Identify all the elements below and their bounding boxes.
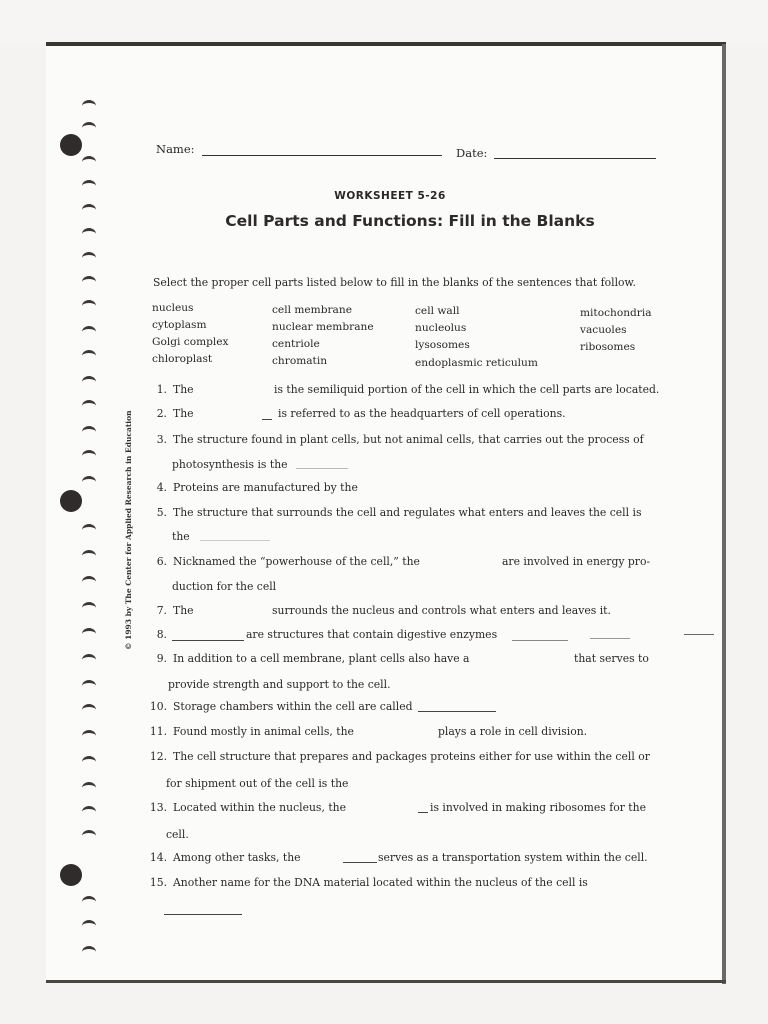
question-10 — [140, 701, 660, 713]
binding-hole-icon — [82, 524, 96, 536]
question-2 — [140, 408, 660, 420]
word-bank-term: chloroplast — [152, 353, 213, 365]
question-text: serves as a transportation system within the cell. — [378, 851, 648, 864]
question-6 — [140, 556, 660, 568]
word-bank-term: lysosomes — [415, 339, 470, 351]
question-number: 10. — [149, 700, 167, 713]
binding-hole-icon — [82, 204, 96, 216]
question-text: duction for the cell — [172, 580, 277, 593]
question-text: The structure that surrounds the cell and regulates what enters and leaves the cell is — [173, 506, 642, 519]
binding-hole-icon — [82, 122, 96, 134]
answer-blank[interactable] — [684, 634, 714, 635]
question-12 — [140, 751, 660, 763]
answer-blank[interactable] — [590, 638, 630, 639]
answer-blank[interactable] — [296, 468, 348, 469]
binding-hole-icon — [82, 228, 96, 240]
question-text: Found mostly in animal cells, the — [173, 725, 354, 738]
instructions: Select the proper cell parts listed below to fill in the blanks of the sentences that follow. — [153, 276, 636, 289]
question-number: 7. — [156, 604, 167, 617]
word-bank-term: endoplasmic reticulum — [415, 357, 538, 369]
binding-hole-icon — [82, 806, 96, 818]
page-right-edge — [722, 44, 726, 984]
question-number: 9. — [156, 652, 167, 665]
word-bank-term: cell wall — [415, 305, 460, 317]
binding-hole-icon — [82, 730, 96, 742]
binding-hole-icon — [82, 300, 96, 312]
answer-blank[interactable] — [172, 640, 244, 641]
question-4 — [140, 482, 660, 494]
binding-hole-icon — [82, 576, 96, 588]
answer-blank[interactable] — [418, 711, 496, 712]
question-text: that serves to — [574, 652, 649, 665]
question-number: 14. — [149, 851, 167, 864]
copyright-notice: © 1993 by The Center for Applied Research in Education — [124, 410, 133, 650]
binding-hole-icon — [82, 830, 96, 842]
name-label: Name: — [156, 142, 195, 156]
question-text: cell. — [166, 828, 189, 841]
question-7 — [140, 605, 660, 617]
date-label: Date: — [456, 146, 488, 160]
word-bank-term: nucleus — [152, 302, 194, 314]
question-text: is involved in making ribosomes for the — [430, 801, 646, 814]
question-text: is the semiliquid portion of the cell in which the cell parts are located. — [274, 383, 660, 396]
binding-hole-icon — [60, 490, 82, 512]
answer-blank[interactable] — [164, 914, 242, 915]
question-number: 6. — [156, 555, 167, 568]
page-top-edge — [46, 42, 726, 46]
binding-hole-icon — [82, 350, 96, 362]
question-text: The cell structure that prepares and packages proteins either for use within the cell or — [173, 750, 650, 763]
question-number: 4. — [156, 481, 167, 494]
word-bank-term: ribosomes — [580, 341, 636, 353]
binding-hole-icon — [82, 276, 96, 288]
question-13 — [140, 802, 660, 814]
binding-hole-icon — [60, 134, 82, 156]
answer-blank[interactable] — [198, 396, 264, 397]
scan-background — [0, 0, 768, 44]
binding-hole-icon — [60, 864, 82, 886]
question-text: are involved in energy pro- — [502, 555, 651, 568]
question-text: Another name for the DNA material located within the nucleus of the cell is — [173, 876, 588, 889]
question-text: Storage chambers within the cell are called — [173, 700, 413, 713]
question-number: 3. — [156, 433, 167, 446]
word-bank-term: vacuoles — [580, 324, 627, 336]
question-text: for shipment out of the cell is the — [166, 777, 349, 790]
binding-hole-icon — [82, 550, 96, 562]
question-3 — [140, 434, 660, 446]
binding-hole-icon — [82, 252, 96, 264]
question-text: Among other tasks, the — [173, 851, 301, 864]
question-text: The — [173, 383, 194, 396]
word-bank-term: centriole — [272, 338, 320, 350]
binding-hole-icon — [82, 376, 96, 388]
question-text: photosynthesis is the — [172, 458, 288, 471]
word-bank-term: chromatin — [272, 355, 328, 367]
question-11 — [140, 726, 660, 738]
question-number: 8. — [156, 628, 167, 641]
question-number: 15. — [149, 876, 167, 889]
binding-hole-icon — [82, 680, 96, 692]
binding-hole-icon — [82, 156, 96, 168]
question-number: 12. — [149, 750, 167, 763]
question-number: 1. — [156, 383, 167, 396]
binding-hole-icon — [82, 602, 96, 614]
question-text: Located within the nucleus, the — [173, 801, 347, 814]
question-text: plays a role in cell division. — [438, 725, 588, 738]
name-field[interactable] — [202, 155, 442, 156]
binding-hole-icon — [82, 450, 96, 462]
binding-hole-icon — [82, 704, 96, 716]
binding-hole-icon — [82, 476, 96, 488]
binding-hole-icon — [82, 400, 96, 412]
question-1 — [140, 384, 660, 396]
question-9 — [140, 653, 660, 665]
question-text: The structure found in plant cells, but not animal cells, that carries out the process of — [173, 433, 644, 446]
binding-hole-icon — [82, 100, 96, 112]
answer-blank[interactable] — [262, 419, 272, 420]
question-14 — [140, 852, 660, 864]
worksheet-number: WORKSHEET 5-26 — [334, 190, 446, 202]
question-text: surrounds the nucleus and controls what enters and leaves it. — [272, 604, 611, 617]
question-number: 11. — [149, 725, 167, 738]
question-text: the — [172, 530, 190, 543]
binding-hole-icon — [82, 946, 96, 958]
question-text: Nicknamed the “powerhouse of the cell,” the — [173, 555, 420, 568]
question-text: provide strength and support to the cell. — [168, 678, 391, 691]
binding-hole-icon — [82, 180, 96, 192]
question-number: 13. — [149, 801, 167, 814]
binding-hole-icon — [82, 782, 96, 794]
word-bank-term: nuclear membrane — [272, 321, 374, 333]
question-text: is referred to as the headquarters of cell operations. — [278, 407, 566, 420]
word-bank-term: mitochondria — [580, 307, 652, 319]
question-5 — [140, 507, 660, 519]
word-bank-term: nucleolus — [415, 322, 467, 334]
question-text: The — [173, 407, 194, 420]
spiral-binding-holes — [52, 100, 112, 980]
date-field[interactable] — [494, 158, 656, 159]
word-bank-term: cytoplasm — [152, 319, 207, 331]
question-text: The — [173, 604, 194, 617]
question-text: are structures that contain digestive enzymes — [246, 628, 498, 641]
word-bank-term: cell membrane — [272, 304, 352, 316]
binding-hole-icon — [82, 326, 96, 338]
question-text: In addition to a cell membrane, plant cells also have a — [173, 652, 470, 665]
binding-hole-icon — [82, 426, 96, 438]
answer-blank[interactable] — [418, 812, 428, 813]
question-text: Proteins are manufactured by the — [173, 481, 358, 494]
question-number: 5. — [156, 506, 167, 519]
binding-hole-icon — [82, 896, 96, 908]
binding-hole-icon — [82, 756, 96, 768]
page-title: Cell Parts and Functions: Fill in the Blanks — [225, 212, 595, 230]
question-number: 2. — [156, 407, 167, 420]
answer-blank[interactable] — [343, 862, 377, 863]
answer-blank[interactable] — [512, 640, 568, 641]
question-15 — [140, 877, 660, 889]
binding-hole-icon — [82, 628, 96, 640]
word-bank-term: Golgi complex — [152, 336, 229, 348]
binding-hole-icon — [82, 920, 96, 932]
page-bottom-edge — [46, 980, 726, 983]
answer-blank[interactable] — [200, 540, 270, 541]
name-date-row — [156, 142, 656, 162]
binding-hole-icon — [82, 654, 96, 666]
